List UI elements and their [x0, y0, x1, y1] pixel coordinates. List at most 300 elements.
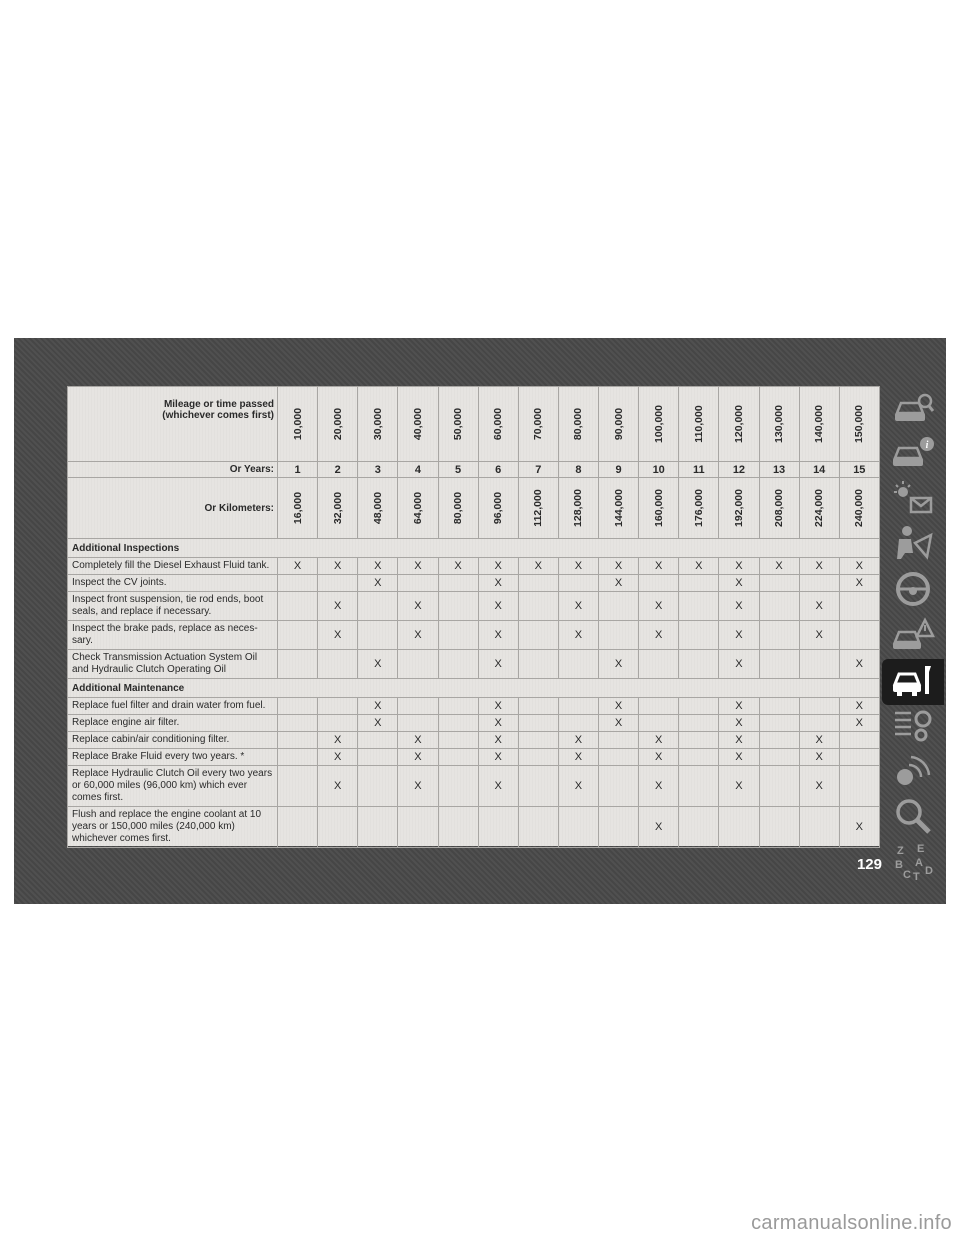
schedule-mark: X: [719, 592, 759, 621]
year-value: 14: [799, 462, 839, 478]
table-row: [68, 766, 880, 807]
kilometers-value: 240,000: [853, 489, 866, 527]
table-row: [68, 807, 880, 848]
schedule-mark: X: [839, 698, 879, 715]
schedule-mark: [599, 766, 639, 807]
watermark-text: carmanualsonline.info: [751, 1212, 952, 1234]
mileage-header-cell: [759, 387, 799, 462]
schedule-mark: [358, 732, 398, 749]
schedule-mark: [398, 807, 438, 848]
schedule-mark: X: [558, 749, 598, 766]
schedule-mark: [278, 766, 318, 807]
schedule-mark: [398, 715, 438, 732]
row-label: Replace fuel filter and drain water from fuel.: [68, 698, 278, 715]
schedule-mark: X: [799, 592, 839, 621]
schedule-mark: [318, 575, 358, 592]
schedule-mark: [438, 732, 478, 749]
car-info-icon: [891, 432, 935, 477]
years-header-label: Or Years:: [68, 462, 278, 478]
mileage-value: 80,000: [572, 407, 585, 441]
svg-text:T: T: [913, 870, 920, 882]
year-value: 4: [398, 462, 438, 478]
year-value: 8: [558, 462, 598, 478]
schedule-mark: X: [478, 575, 518, 592]
mileage-value: 10,000: [291, 407, 304, 441]
table-row: [68, 558, 880, 575]
warning-lights-icon: [891, 478, 935, 523]
sidebar-tab-spec-gears[interactable]: [882, 705, 944, 751]
table-row: [68, 698, 880, 715]
schedule-mark: [679, 732, 719, 749]
schedule-mark: [679, 749, 719, 766]
mileage-header-cell: [719, 387, 759, 462]
table-row: [68, 749, 880, 766]
section-title: Additional Inspections: [68, 539, 880, 558]
mileage-value: 130,000: [773, 405, 786, 443]
schedule-mark: X: [599, 698, 639, 715]
svg-text:Z: Z: [897, 844, 904, 857]
sidebar-tab-car-info[interactable]: [882, 432, 944, 478]
chapter-sidebar: [880, 386, 946, 884]
schedule-mark: [358, 592, 398, 621]
row-label: Inspect front suspension, tie rod ends, boot seals, and replace if necessary.: [68, 592, 278, 621]
mileage-header-cell: [318, 387, 358, 462]
kilometers-header-cell: [759, 478, 799, 539]
schedule-mark: [679, 715, 719, 732]
table-row: [68, 650, 880, 679]
mileage-header-cell: [558, 387, 598, 462]
schedule-mark: X: [478, 621, 518, 650]
kilometers-value: 176,000: [692, 489, 705, 527]
svg-text:E: E: [917, 842, 925, 855]
schedule-mark: X: [318, 732, 358, 749]
kilometers-header-cell: [318, 478, 358, 539]
index-letters-icon: [891, 842, 935, 887]
schedule-mark: [799, 650, 839, 679]
seat-airbag-icon: [891, 523, 935, 568]
schedule-mark: X: [398, 621, 438, 650]
schedule-mark: X: [639, 807, 679, 848]
schedule-mark: [558, 715, 598, 732]
kilometers-header-cell: [599, 478, 639, 539]
schedule-mark: X: [799, 558, 839, 575]
mileage-header-cell: [839, 387, 879, 462]
schedule-mark: X: [759, 558, 799, 575]
schedule-mark: X: [599, 575, 639, 592]
mileage-value: 90,000: [612, 407, 625, 441]
schedule-mark: [679, 575, 719, 592]
mileage-header-cell: [679, 387, 719, 462]
table-row: [68, 715, 880, 732]
schedule-mark: X: [839, 807, 879, 848]
year-value: 5: [438, 462, 478, 478]
schedule-mark: X: [599, 558, 639, 575]
schedule-mark: [839, 621, 879, 650]
schedule-mark: [438, 766, 478, 807]
kilometers-value: 48,000: [371, 491, 384, 525]
schedule-mark: X: [558, 558, 598, 575]
year-value: 12: [719, 462, 759, 478]
schedule-mark: [599, 621, 639, 650]
schedule-mark: [398, 698, 438, 715]
kilometers-value: 32,000: [331, 491, 344, 525]
kilometers-header-cell: [278, 478, 318, 539]
year-value: 6: [478, 462, 518, 478]
mileage-header-cell: [639, 387, 679, 462]
table-row: [68, 621, 880, 650]
schedule-mark: X: [358, 558, 398, 575]
schedule-mark: X: [558, 732, 598, 749]
schedule-mark: X: [719, 698, 759, 715]
schedule-mark: X: [398, 749, 438, 766]
mileage-value: 60,000: [492, 407, 505, 441]
schedule-mark: [759, 621, 799, 650]
schedule-mark: [679, 592, 719, 621]
schedule-mark: X: [398, 732, 438, 749]
kilometers-header-cell: [719, 478, 759, 539]
schedule-mark: [759, 715, 799, 732]
schedule-mark: [438, 575, 478, 592]
schedule-mark: X: [318, 766, 358, 807]
schedule-mark: [839, 749, 879, 766]
schedule-mark: X: [318, 558, 358, 575]
car-wrench-icon: [891, 660, 935, 705]
table-row: [68, 592, 880, 621]
kilometers-value: 128,000: [572, 489, 585, 527]
schedule-mark: [839, 592, 879, 621]
schedule-mark: [358, 807, 398, 848]
year-value: 13: [759, 462, 799, 478]
schedule-mark: [438, 807, 478, 848]
schedule-mark: [518, 766, 558, 807]
mileage-value: 20,000: [331, 407, 344, 441]
schedule-mark: X: [639, 621, 679, 650]
schedule-mark: [558, 807, 598, 848]
schedule-mark: [518, 592, 558, 621]
mileage-header-cell: [799, 387, 839, 462]
schedule-mark: X: [799, 732, 839, 749]
schedule-mark: X: [478, 592, 518, 621]
schedule-mark: X: [839, 575, 879, 592]
schedule-mark: [679, 766, 719, 807]
schedule-mark: [278, 807, 318, 848]
schedule-mark: [278, 732, 318, 749]
schedule-mark: [759, 749, 799, 766]
kilometers-header-cell: [558, 478, 598, 539]
kilometers-value: 144,000: [612, 489, 625, 527]
schedule-mark: [759, 698, 799, 715]
svg-text:C: C: [903, 868, 911, 881]
schedule-mark: X: [398, 592, 438, 621]
row-label: Replace cabin/air conditioning filter.: [68, 732, 278, 749]
schedule-mark: X: [719, 749, 759, 766]
schedule-mark: X: [639, 732, 679, 749]
mileage-header-cell: [518, 387, 558, 462]
schedule-mark: [278, 621, 318, 650]
schedule-mark: X: [719, 732, 759, 749]
sidebar-tab-warning-lights[interactable]: [882, 477, 944, 523]
schedule-mark: [759, 575, 799, 592]
kilometers-header-cell: [799, 478, 839, 539]
sidebar-tab-search[interactable]: [882, 796, 944, 842]
schedule-mark: [599, 732, 639, 749]
kilometers-value: 16,000: [291, 491, 304, 525]
row-label: Inspect the CV joints.: [68, 575, 278, 592]
year-value: 2: [318, 462, 358, 478]
schedule-mark: [518, 807, 558, 848]
schedule-mark: X: [639, 766, 679, 807]
table-row: [68, 732, 880, 749]
schedule-mark: [799, 575, 839, 592]
schedule-mark: X: [719, 558, 759, 575]
schedule-mark: [518, 732, 558, 749]
mileage-value: 150,000: [853, 405, 866, 443]
schedule-mark: X: [558, 592, 598, 621]
schedule-mark: X: [278, 558, 318, 575]
year-value: 3: [358, 462, 398, 478]
mileage-value: 30,000: [371, 407, 384, 441]
steering-wheel-icon: [891, 569, 935, 614]
schedule-mark: [799, 715, 839, 732]
schedule-mark: [759, 592, 799, 621]
mileage-header-cell: [438, 387, 478, 462]
kilometers-header-cell: [438, 478, 478, 539]
schedule-mark: [398, 650, 438, 679]
year-value: 10: [639, 462, 679, 478]
schedule-mark: [278, 715, 318, 732]
schedule-mark: [438, 715, 478, 732]
sidebar-tab-car-hazard[interactable]: [882, 614, 944, 660]
search-icon: [891, 796, 935, 841]
mileage-value: 100,000: [652, 405, 665, 443]
schedule-mark: [599, 807, 639, 848]
schedule-mark: [679, 807, 719, 848]
schedule-mark: [639, 698, 679, 715]
schedule-mark: [518, 650, 558, 679]
schedule-mark: [438, 621, 478, 650]
schedule-mark: X: [799, 766, 839, 807]
row-label: Check Transmission Actuation System Oil and Hydraulic Clutch Operating Oil: [68, 650, 278, 679]
kilometers-value: 160,000: [652, 489, 665, 527]
schedule-mark: [679, 650, 719, 679]
kilometers-value: 80,000: [452, 491, 465, 525]
schedule-mark: [639, 715, 679, 732]
kilometers-header-cell: [518, 478, 558, 539]
schedule-mark: [438, 650, 478, 679]
schedule-mark: X: [478, 732, 518, 749]
kilometers-value: 64,000: [411, 491, 424, 525]
mileage-value: 50,000: [452, 407, 465, 441]
row-label: Inspect the brake pads, replace as neces-sary.: [68, 621, 278, 650]
row-label: Completely fill the Diesel Exhaust Fluid tank.: [68, 558, 278, 575]
schedule-mark: X: [719, 575, 759, 592]
schedule-mark: X: [478, 715, 518, 732]
table-row: [68, 575, 880, 592]
kilometers-header-cell: [358, 478, 398, 539]
schedule-mark: [358, 621, 398, 650]
car-search-icon: [891, 387, 935, 432]
sidebar-tab-steering-wheel[interactable]: [882, 568, 944, 614]
schedule-mark: X: [558, 766, 598, 807]
schedule-mark: [558, 575, 598, 592]
schedule-mark: [799, 807, 839, 848]
schedule-mark: [318, 650, 358, 679]
schedule-mark: [318, 807, 358, 848]
schedule-mark: X: [358, 575, 398, 592]
sidebar-tab-radio[interactable]: [882, 750, 944, 796]
schedule-mark: X: [478, 558, 518, 575]
kilometers-header-cell: [679, 478, 719, 539]
year-value: 1: [278, 462, 318, 478]
maintenance-schedule-table: [67, 386, 880, 848]
schedule-mark: [518, 621, 558, 650]
schedule-mark: X: [799, 621, 839, 650]
sidebar-tab-car-search[interactable]: [882, 386, 944, 432]
mileage-header-cell: [398, 387, 438, 462]
kilometers-header-cell: [639, 478, 679, 539]
spec-gears-icon: [891, 705, 935, 750]
mileage-value: 120,000: [732, 405, 745, 443]
schedule-mark: [599, 749, 639, 766]
kilometers-value: 192,000: [732, 489, 745, 527]
year-value: 15: [839, 462, 879, 478]
schedule-mark: [639, 650, 679, 679]
schedule-mark: X: [398, 558, 438, 575]
schedule-mark: X: [719, 766, 759, 807]
schedule-mark: X: [719, 621, 759, 650]
car-hazard-icon: [891, 614, 935, 659]
schedule-mark: [438, 749, 478, 766]
schedule-mark: X: [478, 698, 518, 715]
schedule-mark: [278, 592, 318, 621]
schedule-mark: [719, 807, 759, 848]
schedule-mark: X: [719, 650, 759, 679]
mileage-value: 140,000: [813, 405, 826, 443]
schedule-mark: [558, 650, 598, 679]
schedule-mark: [759, 766, 799, 807]
schedule-mark: [358, 766, 398, 807]
svg-text:i: i: [925, 440, 929, 451]
schedule-mark: X: [839, 650, 879, 679]
schedule-mark: X: [478, 749, 518, 766]
mileage-value: 40,000: [411, 407, 424, 441]
svg-text:A: A: [915, 856, 923, 869]
schedule-mark: [318, 698, 358, 715]
schedule-mark: [318, 715, 358, 732]
row-label: Replace Hydraulic Clutch Oil every two years or 60,000 miles (96,000 km) which ever comes first.: [68, 766, 278, 807]
schedule-mark: [278, 698, 318, 715]
schedule-mark: [759, 732, 799, 749]
schedule-mark: X: [398, 766, 438, 807]
schedule-mark: [679, 621, 719, 650]
schedule-mark: X: [639, 749, 679, 766]
kilometers-value: 96,000: [492, 491, 505, 525]
radio-icon: [891, 751, 935, 796]
mileage-header-cell: [278, 387, 318, 462]
schedule-mark: [518, 715, 558, 732]
schedule-mark: X: [318, 592, 358, 621]
schedule-mark: X: [478, 766, 518, 807]
schedule-mark: X: [599, 715, 639, 732]
schedule-mark: [358, 749, 398, 766]
schedule-mark: [599, 592, 639, 621]
schedule-mark: X: [438, 558, 478, 575]
schedule-mark: [759, 807, 799, 848]
schedule-mark: [679, 698, 719, 715]
schedule-mark: [398, 575, 438, 592]
schedule-mark: [278, 575, 318, 592]
year-value: 11: [679, 462, 719, 478]
mileage-header-cell: [358, 387, 398, 462]
schedule-mark: X: [478, 650, 518, 679]
schedule-mark: [438, 698, 478, 715]
schedule-mark: X: [358, 715, 398, 732]
schedule-mark: X: [639, 558, 679, 575]
schedule-mark: X: [639, 592, 679, 621]
schedule-mark: [799, 698, 839, 715]
schedule-mark: X: [318, 749, 358, 766]
row-label: Flush and replace the engine coolant at 10 years or 150,000 miles (240,000 km) whichever comes first.: [68, 807, 278, 848]
kilometers-value: 208,000: [773, 489, 786, 527]
schedule-mark: [278, 650, 318, 679]
svg-text:B: B: [895, 858, 903, 871]
mileage-header-cell: [599, 387, 639, 462]
kilometers-header-cell: [478, 478, 518, 539]
schedule-mark: X: [358, 698, 398, 715]
kilometers-value: 112,000: [532, 489, 545, 527]
schedule-mark: [558, 698, 598, 715]
row-label: Replace engine air filter.: [68, 715, 278, 732]
schedule-mark: X: [518, 558, 558, 575]
mileage-header-cell: [478, 387, 518, 462]
schedule-mark: X: [558, 621, 598, 650]
schedule-mark: X: [719, 715, 759, 732]
schedule-mark: X: [839, 715, 879, 732]
schedule-mark: [278, 749, 318, 766]
schedule-mark: [839, 732, 879, 749]
mileage-header-label: Mileage or time passed (whichever comes first): [68, 387, 278, 462]
kilometers-value: 224,000: [813, 489, 826, 527]
kilometers-header-label: Or Kilometers:: [68, 478, 278, 539]
schedule-mark: [518, 698, 558, 715]
kilometers-header-cell: [398, 478, 438, 539]
schedule-mark: [518, 575, 558, 592]
schedule-mark: [518, 749, 558, 766]
schedule-mark: [759, 650, 799, 679]
mileage-value: 70,000: [532, 407, 545, 441]
schedule-mark: X: [318, 621, 358, 650]
mileage-value: 110,000: [692, 405, 705, 443]
row-label: Replace Brake Fluid every two years. *: [68, 749, 278, 766]
schedule-mark: X: [599, 650, 639, 679]
year-value: 9: [599, 462, 639, 478]
sidebar-tab-index-letters[interactable]: [882, 841, 944, 887]
page-number: 129: [856, 856, 882, 873]
sidebar-tab-car-wrench[interactable]: [882, 659, 944, 705]
schedule-mark: X: [679, 558, 719, 575]
sidebar-tab-seat-airbag[interactable]: [882, 523, 944, 569]
year-value: 7: [518, 462, 558, 478]
schedule-mark: [438, 592, 478, 621]
schedule-mark: [639, 575, 679, 592]
schedule-mark: X: [839, 558, 879, 575]
section-title: Additional Maintenance: [68, 679, 880, 698]
schedule-mark: [478, 807, 518, 848]
schedule-mark: X: [358, 650, 398, 679]
schedule-mark: [839, 766, 879, 807]
kilometers-header-cell: [839, 478, 879, 539]
svg-text:D: D: [925, 864, 933, 877]
